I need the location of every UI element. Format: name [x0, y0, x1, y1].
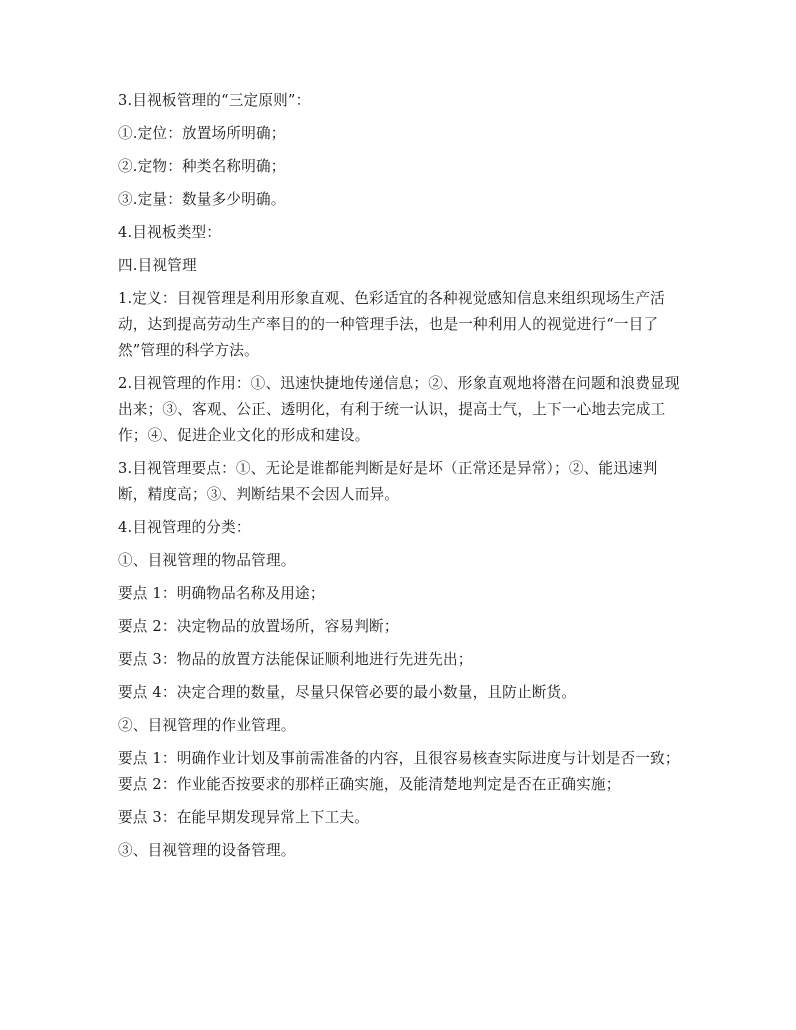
list-item-work-points-1-2: 要点 1：明确作业计划及事前需准备的内容，且很容易核查实际进度与计划是否一致；要点 2：作业能否按要求的那样正确实施，及能清楚地判定是否在正确实施； — [118, 750, 680, 793]
list-item-point-3: 要点 3：物品的放置方法能保证顺利地进行先进先出； — [118, 651, 473, 668]
document-body — [118, 88, 684, 871]
list-item-quantity: ③.定量：数量多少明确。 — [118, 191, 286, 208]
section-heading-classification: 4.目视管理的分类： — [118, 519, 251, 536]
list-item-positioning: ①.定位：放置场所明确； — [118, 125, 286, 142]
list-item-work-point-3: 要点 3：在能早期发现异常上下工夫。 — [118, 809, 370, 826]
list-item-point-2: 要点 2：决定物品的放置场所，容易判断； — [118, 618, 399, 635]
subheading-work-management: ②、目视管理的作业管理。 — [118, 717, 296, 734]
list-item-point-4: 要点 4：决定合理的数量，尽量只保管必要的最小数量，且防止断货。 — [118, 684, 577, 701]
subheading-equipment-management: ③、目视管理的设备管理。 — [118, 842, 296, 859]
paragraph-functions: 2.目视管理的作用：①、迅速快捷地传递信息；②、形象直观地将潜在问题和浪费显现出来；③、客观、公正、透明化，有利于统一认识，提高士气，上下一心地去完成工作；④、促进企业文化的形成和建设。 — [118, 375, 680, 444]
section-heading-three-principles: 3.目视板管理的“三定原则”： — [118, 92, 311, 109]
section-heading-board-types: 4.目视板类型： — [118, 224, 222, 241]
chapter-heading-visual-management: 四.目视管理 — [118, 257, 197, 274]
paragraph-key-points: 3.目视管理要点：①、无论是谁都能判断是好是坏（正常还是异常）；②、能迅速判断，精度高；③、判断结果不会因人而异。 — [118, 460, 658, 503]
paragraph-definition: 1.定义：目视管理是利用形象直观、色彩适宜的各种视觉感知信息来组织现场生产活动，达到提高劳动生产率目的的一种管理手法，也是一种利用人的视觉进行“一目了然”管理的科学方法。 — [118, 290, 665, 359]
subheading-item-management: ①、目视管理的物品管理。 — [118, 552, 296, 569]
list-item-item-type: ②.定物：种类名称明确； — [118, 158, 286, 175]
list-item-point-1: 要点 1：明确物品名称及用途； — [118, 585, 325, 602]
